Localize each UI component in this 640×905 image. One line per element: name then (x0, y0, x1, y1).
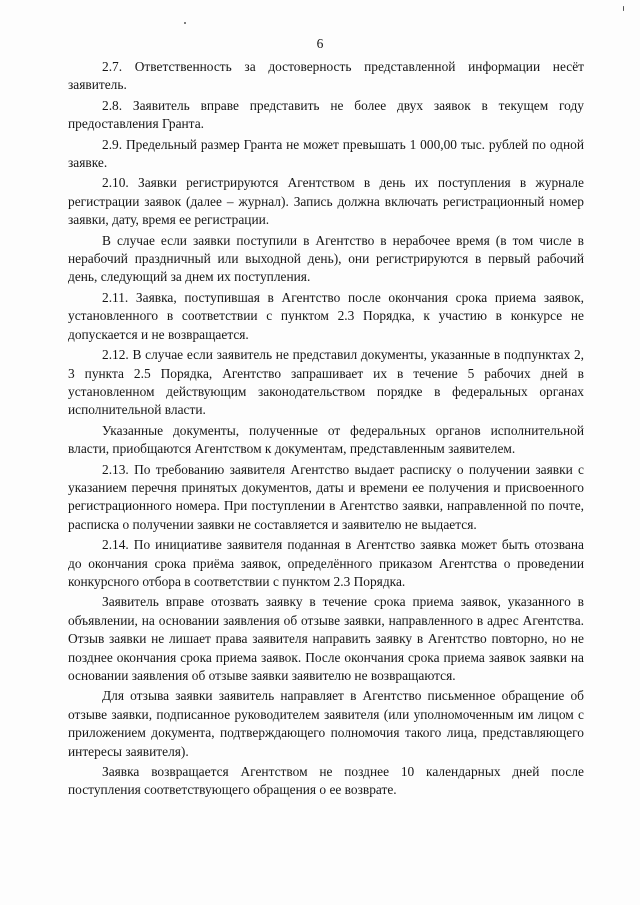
paragraph-2-14-request: Для отзыва заявки заявитель направляет в Агентство письменное обращение об отзыве заявки, подписанное руководителем заявителя (или уполномоченным им лицом с приложением документа, подтверждающего полномочия такого лица, представляющего интересы заявителя). (68, 688, 584, 759)
document-body (68, 58, 584, 802)
paragraph-2-14: 2.14. По инициативе заявителя поданная в Агентство заявка может быть отозвана до окончания срока приёма заявок, определённого приказом Агентства о проведении конкурсного отбора в соответствии с пунктом 2.3 Порядка. (68, 537, 584, 589)
paragraph-2-10-nonworking-time: В случае если заявки поступили в Агентство в нерабочее время (в том числе в нерабочий праздничный или выходной день), они регистрируются в первый рабочий день, следующий за днем их поступления. (68, 232, 584, 285)
paragraph-2-11: 2.11. Заявка, поступившая в Агентство после окончания срока приема заявок, установленного в соответствии с пунктом 2.3 Порядка, к участию в конкурсе не допускается и не возвращается. (68, 289, 584, 342)
paragraph-2-13: 2.13. По требованию заявителя Агентство выдает расписку о получении заявки с указанием перечня принятых документов, даты и времени ее получения и присвоенного регистрационного номера. При поступлении в Агентство заявки, направленной по почте, расписка о получении заявки не составляется и заявителю не выдается. (68, 461, 584, 532)
paragraph-2-9: 2.9. Предельный размер Гранта не может превышать 1 000,00 тыс. рублей по одной заявке. (68, 136, 584, 171)
page-number: 6 (316, 36, 324, 51)
paragraph-2-7: 2.7. Ответственность за достоверность представленной информации несёт заявитель. (68, 59, 584, 93)
paragraph-2-14-return: Заявка возвращается Агентством не позднее 10 календарных дней после поступления соответствующего обращения о ее возврате. (68, 764, 584, 798)
scan-mark (184, 22, 186, 24)
paragraph-2-12: 2.12. В случае если заявитель не представил документы, указанные в подпунктах 2, 3 пункта 2.5 Порядка, Агентство запрашивает их в течение 5 рабочих дней в установленном действующим законодательством порядке в федеральных органах исполнительной власти. (68, 347, 584, 418)
paragraph-2-12-documents: Указанные документы, полученные от федеральных органов исполнительной власти, приобщаются Агентством к документам, представленным заявителем. (68, 422, 584, 457)
paragraph-2-8: 2.8. Заявитель вправе представить не более двух заявок в текущем году предоставления Гранта. (68, 97, 584, 132)
scan-mark (623, 6, 624, 11)
paragraph-2-14-withdrawal: Заявитель вправе отозвать заявку в течение срока приема заявок, указанного в объявлении, на основании заявления об отзыве заявки, направленного в адрес Агентства. Отзыв заявки не лишает права заявителя направить заявку в Агентство повторно, но не позднее окончания срока приема заявок. После окончания срока приема заявок заявки на основании заявления об отзыве заявки заявителю не возвращаются. (68, 594, 584, 683)
paragraph-2-10: 2.10. Заявки регистрируются Агентством в день их поступления в журнале регистрации заявок (далее – журнал). Запись должна включать регистрационный номер заявки, дату, время ее регистрации. (68, 175, 584, 228)
